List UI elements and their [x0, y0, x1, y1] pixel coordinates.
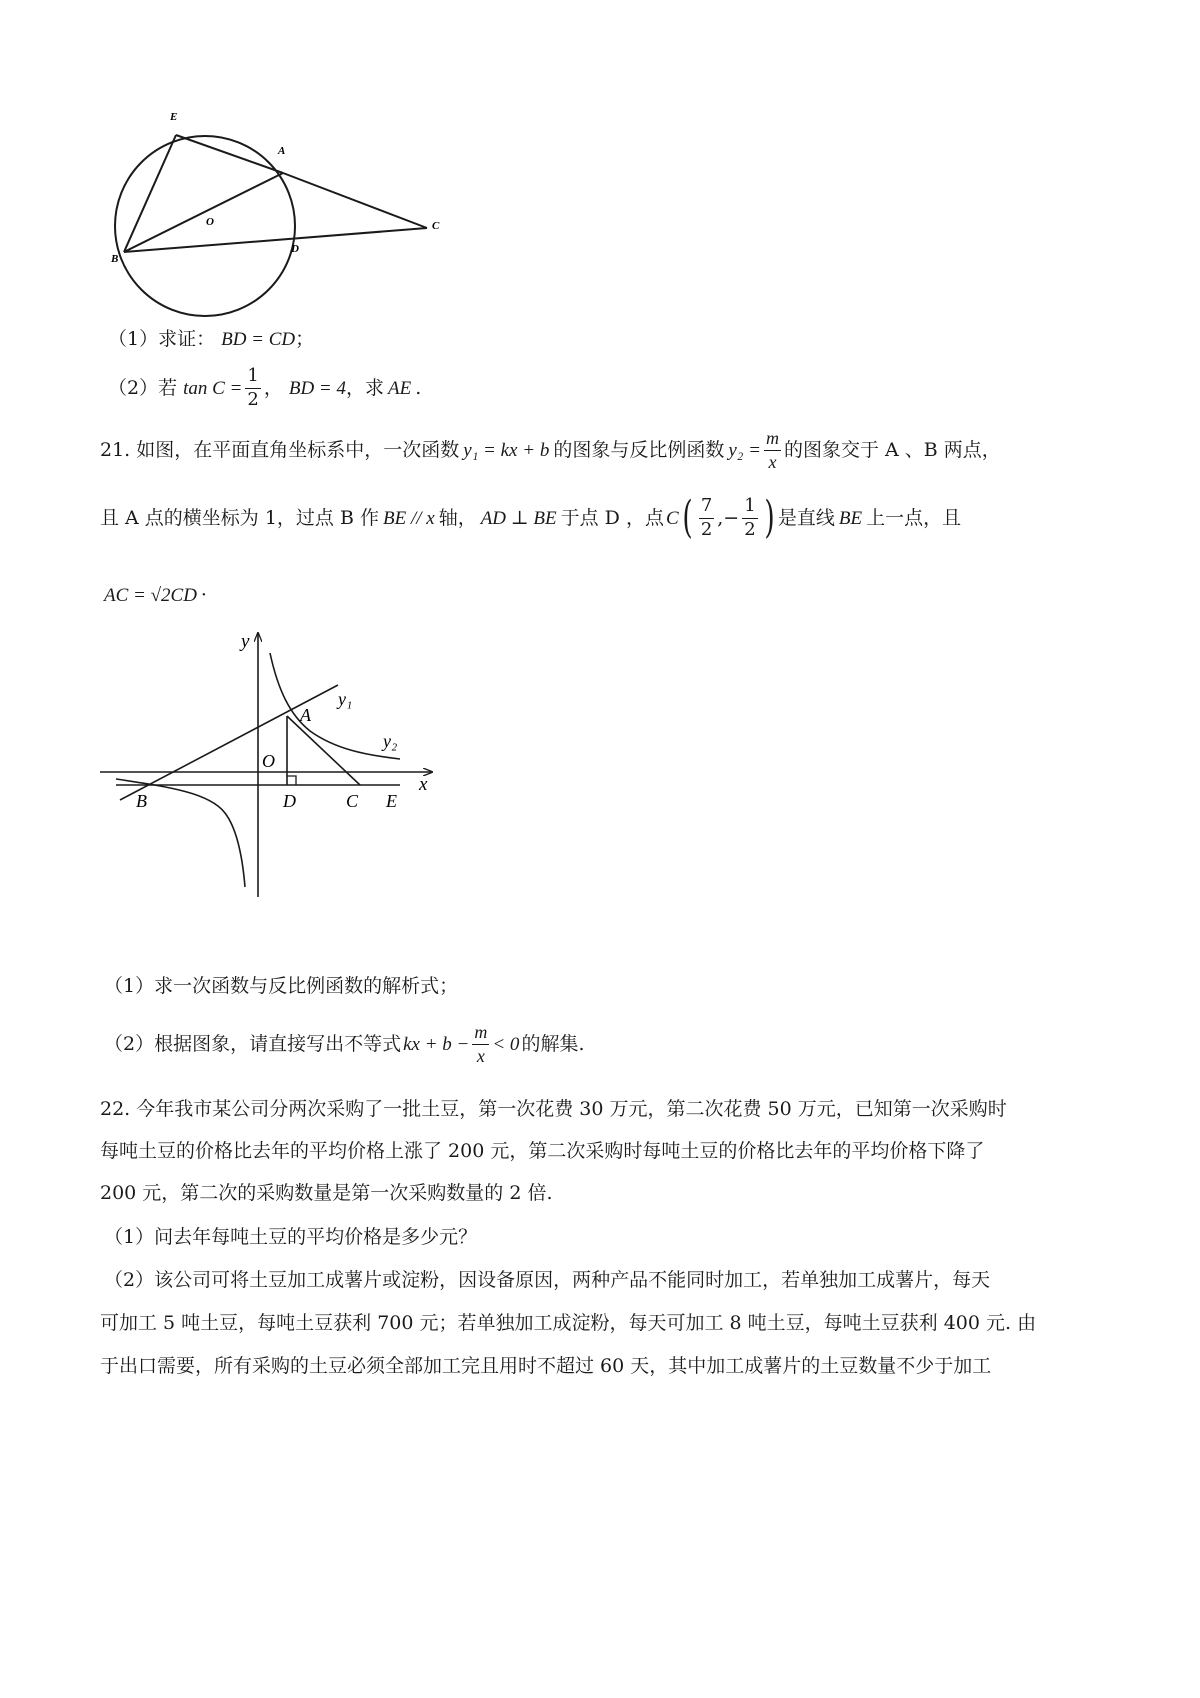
q21-part2: （2）根据图象，请直接写出不等式 kx + b − $\frac{m}{x}$ < 0 的解集. — [104, 1022, 585, 1066]
right-angle-mark — [287, 776, 296, 785]
label-o: O — [206, 216, 214, 228]
q22-part2-line-3: 于出口需要，所有采购的土豆必须全部加工完且用时不超过 60 天，其中加工成薯片的土豆数量不少于加工 — [100, 1355, 992, 1377]
q21-part1: （1）求一次函数与反比例函数的解析式； — [104, 975, 459, 997]
q22-part2-line-2: 可加工 5 吨土豆，每吨土豆获利 700 元；若单独加工成淀粉，每天可加工 8 吨土豆，每吨土豆获利 400 元. 由 — [100, 1312, 1037, 1334]
label-b: B — [111, 253, 119, 265]
label-y2: y₂ — [383, 731, 398, 751]
circle-figure — [100, 100, 500, 340]
segment-ea — [176, 135, 286, 173]
q22-line-1: 22. 今年我市某公司分两次采购了一批土豆，第一次花费 30 万元，第二次花费 50 万元，已知第一次采购时 — [100, 1098, 1007, 1120]
q22-line-2: 每吨土豆的价格比去年的平均价格上涨了 200 元，第二次采购时每吨土豆的价格比去年的平均价格下降了 — [100, 1140, 985, 1162]
segment-bc — [124, 228, 427, 252]
label-b: B — [136, 791, 147, 811]
line-y1 — [120, 685, 338, 800]
q21-line2: 且 A 点的横坐标为 1，过点 B 作 BE // x 轴， AD ⊥ BE 于点 D ，点 C ( $\frac{7}{2}$ ,− $\frac{1}{2}$ ) 是直线 BE 上一点，且 — [100, 492, 962, 543]
hyperbola-branch-q1 — [270, 653, 400, 759]
q21-line3: AC = √2CD · — [104, 584, 207, 606]
q20-part2: （2）若 tan C = $\frac{1}{2}$ ， BD = 4 ，求 AE . — [108, 365, 422, 410]
label-a: A — [278, 145, 286, 157]
fraction-seven-halves: $\frac{7}{2}$ — [700, 494, 713, 540]
q22-part2-line-1: （2）该公司可将土豆加工成薯片或淀粉，因设备原因，两种产品不能同时加工，若单独加工成薯片，每天 — [104, 1269, 991, 1291]
label-d: D — [283, 791, 296, 811]
q21-line1: 21. 如图，在平面直角坐标系中，一次函数 y₁ = kx + b 的图象与反比例函数 y₂ = $\frac{m}{x}$ 的图象交于 A 、B 两点， — [100, 428, 1001, 472]
label-e: E — [386, 791, 397, 811]
segment-eb — [124, 135, 176, 252]
q22-part1: （1）问去年每吨土豆的平均价格是多少元？ — [104, 1226, 478, 1248]
label-c: C — [432, 220, 440, 232]
label-c: C — [346, 791, 359, 811]
q20-part1: （1）求证： BD = CD； — [108, 328, 315, 350]
segment-ac — [287, 716, 360, 785]
fraction-m-over-x: $\frac{m}{x}$ — [765, 428, 779, 472]
segment-ba — [124, 173, 283, 252]
fraction-m-over-x-2: $\frac{m}{x}$ — [474, 1022, 488, 1066]
q22-line-3: 200 元，第二次的采购数量是第一次采购数量的 2 倍. — [100, 1182, 553, 1204]
circle-o — [115, 136, 295, 316]
label-y1: y₁ — [338, 689, 353, 709]
coordinate-figure — [100, 625, 440, 905]
label-x: x — [419, 774, 428, 795]
segment-ac — [283, 173, 427, 228]
label-y: y — [241, 631, 250, 652]
label-d: D — [291, 243, 299, 255]
label-a: A — [300, 705, 311, 725]
label-o: O — [262, 751, 275, 771]
fraction-one-half-neg: $\frac{1}{2}$ — [744, 494, 756, 540]
label-e: E — [170, 111, 178, 123]
fraction-one-half: $\frac{1}{2}$ — [247, 365, 259, 410]
